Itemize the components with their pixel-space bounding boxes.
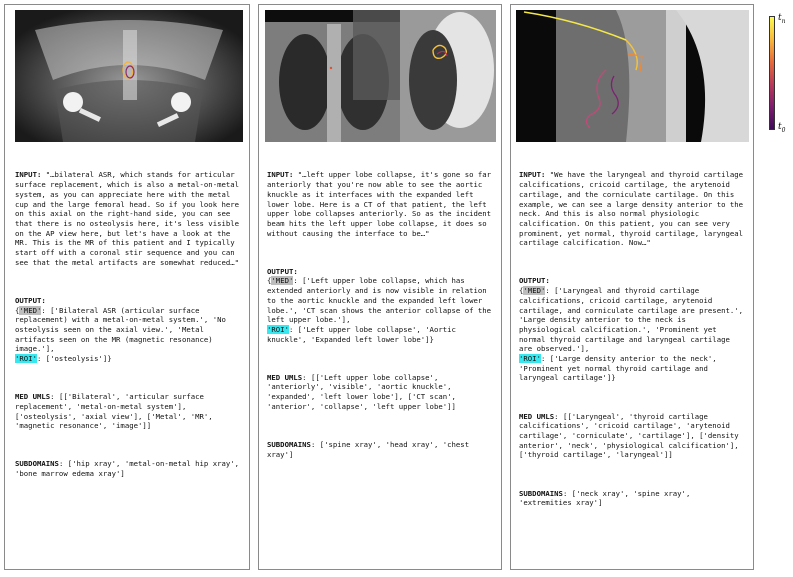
example-panel-3 (510, 4, 754, 570)
umls-text: : [['Laryngeal', 'thyroid cartilage calcifications', 'cricoid cartilage', 'arytenoid cartilage', 'corniculate', 'cartilage'], ['density anterior', 'neck', 'physiological calcification'], ['thyroid cartilage', 'laryngeal']] (519, 411, 744, 460)
med-text: : ['Bilateral ASR (articular surface replacement) with a metal-on-metal system.', 'No osteolysis seen on the axial view.', 'Metal artifacts seen on the MR (magnetic resonance) image.'], (15, 305, 231, 354)
output-label: OUTPUT: (267, 266, 298, 276)
umls-label: MED UMLS (267, 372, 303, 382)
hip-xray-image (15, 10, 243, 142)
panel-1-text: INPUT: "…bilateral ASR, which stands for articular surface replacement, which is also a metal-on-metal system, as you can appreciate here with the metal cup and the large femoral head. So if you look here on this axial on the right-hand side, you can see that there is no osteolysis here, it's less visible on the AP view here, but let's have a look at the MR. This is the MR of this patient and I typically start off with a coronal stir sequence and you can see that the metal artifacts are somewhat reduced…" OUTPUT: {'MED': ['Bilateral ASR (articular surface replacement) with a metal-on-metal system.', 'No osteolysis seen on the axial view.', 'Metal artifacts seen on the MR (magnetic resonance) image.'], 'ROI': ['osteolysis']} MED UMLS: [['Bilateral', 'articular surface replacement', 'metal-on-metal system'], ['osteolysis', 'axial view'], ['Metal', 'MR', 'magnetic resonance', 'image']] SUBDOMAINS: ['hip xray', 'metal-on-metal hip xray', 'bone marrow edema xray'] (15, 170, 244, 479)
umls-label: MED UMLS (15, 392, 51, 402)
subdomains-label: SUBDOMAINS (267, 439, 311, 449)
subdomains-text: : ['hip xray', 'metal-on-metal hip xray', 'bone marrow edema xray'] (15, 459, 244, 479)
roi-text: : ['osteolysis']} (36, 354, 112, 364)
time-colorbar (769, 16, 775, 130)
colorbar-bottom-label: $t_0$ (778, 122, 786, 134)
example-panel-2 (258, 4, 502, 570)
input-label: INPUT: (267, 170, 294, 180)
output-label: OUTPUT: (519, 276, 550, 286)
colorbar-top-label: $t_n$ (778, 13, 786, 25)
subdomains-label: SUBDOMAINS (519, 488, 563, 498)
panel-3-text: INPUT: "We have the laryngeal and thyroid cartilage calcifications, cricoid cartilage, the arytenoid cartilage, and the corniculate cartilage. On this example, we can see a large density anterior to the neck. And this is also normal physiologic calcification. On this patient, you can see very prominent, yet normal, thyroid cartilage, laryngeal cartilage calcification. Now…" OUTPUT: {'MED': ['Laryngeal and thyroid cartilage calcifications, cricoid cartilage, arytenoid cartilage, and corniculate cartilage are present.', 'Large density anterior to the neck is physiological calcification.', 'Prominent yet normal thyroid cartilage and laryngeal cartilage are observed.'], 'ROI': ['Large density anterior to the neck', 'Prominent yet normal thyroid cartilage and laryngeal cartilage']} MED UMLS: [['Laryngeal', 'thyroid cartilage calcifications', 'cricoid cartilage', 'arytenoid cartilage', 'corniculate', 'cartilage'], ['density anterior', 'neck', 'physiological calcification'], ['thyroid cartilage', 'laryngeal']] SUBDOMAINS: ['neck xray', 'spine xray', 'extremities xray'] (519, 170, 748, 508)
umls-text: : [['Left upper lobe collapse', 'anteriorly', 'visible', 'aortic knuckle', 'expanded', 'left lower lobe'], ['CT scan', 'anterior', 'collapse', 'left upper lobe']] (267, 372, 461, 411)
roi-text: : ['Large density anterior to the neck', 'Prominent yet normal thyroid cartilage and laryngeal cartilage']} (519, 354, 722, 383)
chest-xray-drawing (265, 10, 496, 142)
input-text: "…bilateral ASR, which stands for articular surface replacement, which is also a metal-on-metal system, as you can appreciate here with the metal cup and the large femoral head. So if you look here on this axial on the right-hand side, you can see that there is no osteolysis here, it's less visible on the AP view here, but let's have a look at the MR. This is the MR of this patient and I typically start off with a coronal stir sequence and you can see that the metal artifacts are somewhat reduced…" (15, 170, 244, 267)
roi-key: 'ROI' (267, 324, 289, 334)
roi-key: 'ROI' (15, 354, 37, 364)
chest-xray-ct-image (265, 10, 496, 142)
subdomains-text: : ['spine xray', 'head xray', 'chest xray'] (267, 439, 474, 459)
med-text: : ['Left upper lobe collapse, which has extended anteriorly and is now visible in relation to the aortic knuckle and the expanded left lower lobe.', 'CT scan shows the anterior collapse of the left upper lobe.'], (267, 276, 496, 325)
med-key: 'MED' (19, 305, 42, 315)
umls-text: : [['Bilateral', 'articular surface replacement', 'metal-on-metal system'], ['osteolysis', 'axial view'], ['Metal', 'MR', 'magnetic resonance', 'image']] (15, 392, 218, 431)
subdomains-text: : ['neck xray', 'spine xray', 'extremities xray'] (519, 488, 695, 508)
neck-xray-image (516, 10, 749, 142)
input-text: "…left upper lobe collapse, it's gone so far anteriorly that you're now able to see the aortic knuckle as it interfaces with the expanded left lower lobe. Here is a CT of that patient, the left upper lobe collapses anteriorly. So as the incident beam hits the left upper lobe collapse, it does so without causing the interface to be…" (267, 170, 496, 238)
hip-xray-drawing (15, 10, 243, 142)
input-label: INPUT: (519, 170, 546, 180)
med-text: : ['Laryngeal and thyroid cartilage calcifications, cricoid cartilage, arytenoid cartilage, and corniculate cartilage are present.', 'Large density anterior to the neck is physiological calcification.', 'Prominent yet normal thyroid cartilage and laryngeal cartilage are observed.'], (519, 286, 748, 354)
input-label: INPUT: (15, 170, 42, 180)
roi-key: 'ROI' (519, 354, 541, 364)
example-panel-1 (4, 4, 250, 570)
input-text: "We have the laryngeal and thyroid cartilage calcifications, cricoid cartilage, the arytenoid cartilage, and the corniculate cartilage. On this example, we can see a large density anterior to the neck. And this is also normal physiologic calcification. On this patient, you can see very prominent, yet normal, thyroid cartilage, laryngeal cartilage calcification. Now…" (519, 170, 748, 248)
neck-xray-drawing (516, 10, 749, 142)
med-key: 'MED' (271, 276, 294, 286)
subdomains-label: SUBDOMAINS (15, 459, 59, 469)
med-key: 'MED' (523, 286, 546, 296)
umls-label: MED UMLS (519, 411, 555, 421)
panel-2-text: INPUT: "…left upper lobe collapse, it's gone so far anteriorly that you're now able to see the aortic knuckle as it interfaces with the expanded left lower lobe. Here is a CT of that patient, the left upper lobe collapses anteriorly. So as the incident beam hits the left upper lobe collapse, it does so without causing the interface to be…" OUTPUT: {'MED': ['Left upper lobe collapse, which has extended anteriorly and is now visible in relation to the aortic knuckle and the expanded left lower lobe.', 'CT scan shows the anterior collapse of the left upper lobe.'], 'ROI': ['Left upper lobe collapse', 'Aortic knuckle', 'Expanded left lower lobe']} MED UMLS: [['Left upper lobe collapse', 'anteriorly', 'visible', 'aortic knuckle', 'expanded', 'left lower lobe'], ['CT scan', 'anterior', 'collapse', 'left upper lobe']] SUBDOMAINS: ['spine xray', 'head xray', 'chest xray'] (267, 170, 496, 459)
output-label: OUTPUT: (15, 295, 46, 305)
roi-text: : ['Left upper lobe collapse', 'Aortic knuckle', 'Expanded left lower lobe']} (267, 324, 461, 344)
